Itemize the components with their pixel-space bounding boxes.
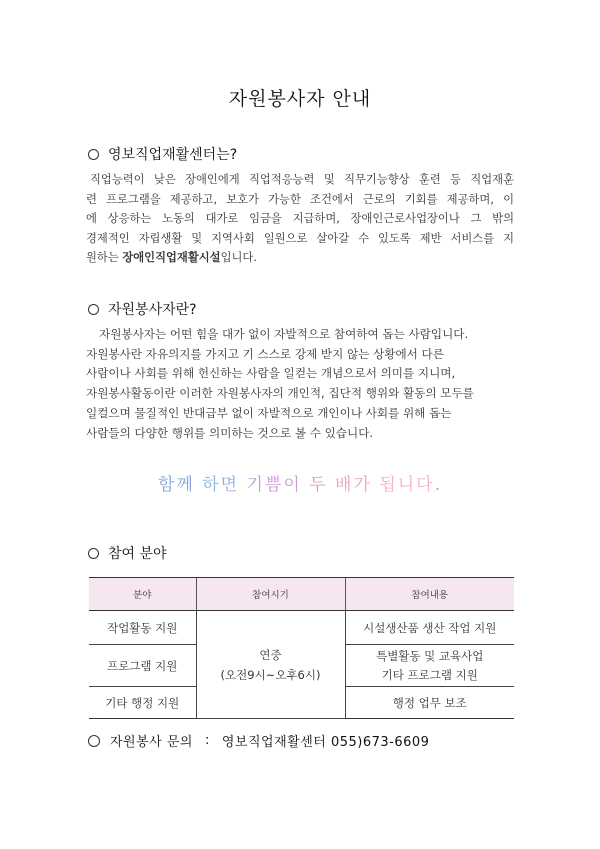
- contact-separator: :: [204, 733, 210, 748]
- section-title: 참여 분야: [108, 546, 167, 562]
- column-header: 분야: [89, 578, 196, 611]
- bold-term: 장애인직업재활시설: [122, 251, 221, 265]
- participation-table: [89, 577, 514, 719]
- section-title: 자원봉사자란?: [108, 302, 197, 318]
- section-heading-fields: [88, 543, 167, 563]
- section-heading-center: [88, 144, 237, 164]
- content-cell: 시설생산품 생산 작업 지원: [345, 611, 514, 645]
- text-line: 련 프로그램을 제공하고, 보호가 가능한 조건에서 근로의 기회를 제공하며, 이: [86, 192, 514, 206]
- section-heading-volunteer: [88, 299, 197, 319]
- slogan-word: 배가: [335, 475, 372, 495]
- volunteer-description: [86, 325, 514, 443]
- text-line: 사람이나 사회를 위해 헌신하는 사람을 일컫는 개념으로서 의미를 지니며,: [86, 366, 456, 381]
- text-line: 자원봉사활동이란 이러한 자원봉사자의 개인적, 집단적 행위와 활동의 모두를: [86, 386, 474, 401]
- text-line: 자원봉사자는 어떤 힘을 대가 없이 자발적으로 참여하여 돕는 사람입니다.: [99, 327, 469, 341]
- contact-value: 영보직업재활센터 055)673-6609: [221, 735, 430, 750]
- text-line: 사람들의 다양한 행위를 의미하는 것으로 볼 수 있습니다.: [86, 425, 374, 440]
- text-line: 일컬으며 물질적인 반대급부 없이 자발적으로 개인이나 사회를 위해 돕는: [86, 405, 452, 420]
- column-header: 참여내용: [345, 578, 514, 611]
- contact-label: 자원봉사 문의: [110, 735, 193, 750]
- section-title: 영보직업재활센터는?: [108, 147, 238, 163]
- field-cell: 프로그램 지원: [89, 645, 196, 687]
- content-cell: 행정 업무 보조: [345, 687, 514, 719]
- content-cell: [345, 645, 514, 687]
- slogan-word: 함께: [157, 475, 195, 495]
- center-description: [86, 170, 514, 268]
- circle-bullet-icon: [88, 735, 100, 747]
- slogan-word: 됩니다: [379, 475, 435, 495]
- slogan-word: 두: [309, 475, 328, 495]
- text-fragment: 원하는: [86, 251, 119, 265]
- text-fragment: 입니다.: [220, 251, 257, 265]
- circle-bullet-icon: [88, 548, 99, 559]
- period-cell: [196, 611, 345, 719]
- field-cell: 기타 행정 지원: [89, 687, 196, 719]
- slogan-word: 하면: [202, 475, 240, 495]
- content-line: 특별활동 및 교육사업: [376, 648, 484, 663]
- page-title: 자원봉사자 안내: [228, 88, 372, 110]
- period-text: 연중: [259, 647, 282, 662]
- text-line: 자원봉사란 자유의지를 가지고 기 스스로 강제 받지 않는 상황에서 다른: [86, 346, 444, 361]
- slogan: [0, 470, 600, 495]
- text-line: 직업능력이 낮은 장애인에게 직업적응능력 및 직무기능향상 훈련 등 직업재훈: [90, 173, 514, 186]
- slogan-word: 기쁨이: [246, 475, 302, 495]
- circle-bullet-icon: [88, 149, 99, 160]
- contact-line: [88, 731, 429, 750]
- table-row: [89, 611, 514, 645]
- text-line: 에 상응하는 노동의 대가로 임금을 지급하며, 장애인근로사업장이나 그 밖의: [86, 212, 514, 226]
- table-header-row: [89, 578, 514, 611]
- field-cell: 작업활동 지원: [89, 611, 196, 645]
- column-header: 참여시기: [196, 578, 345, 611]
- text-line: 경제적인 자립생활 및 지역사회 일원으로 살아갈 수 있도록 제반 서비스를 지: [86, 231, 514, 245]
- content-line: 기타 프로그램 지원: [381, 667, 478, 682]
- text-line: [86, 248, 514, 268]
- period-hours: (오전9시~오후6시): [220, 667, 321, 682]
- circle-bullet-icon: [88, 304, 99, 315]
- slogan-word: .: [434, 475, 442, 495]
